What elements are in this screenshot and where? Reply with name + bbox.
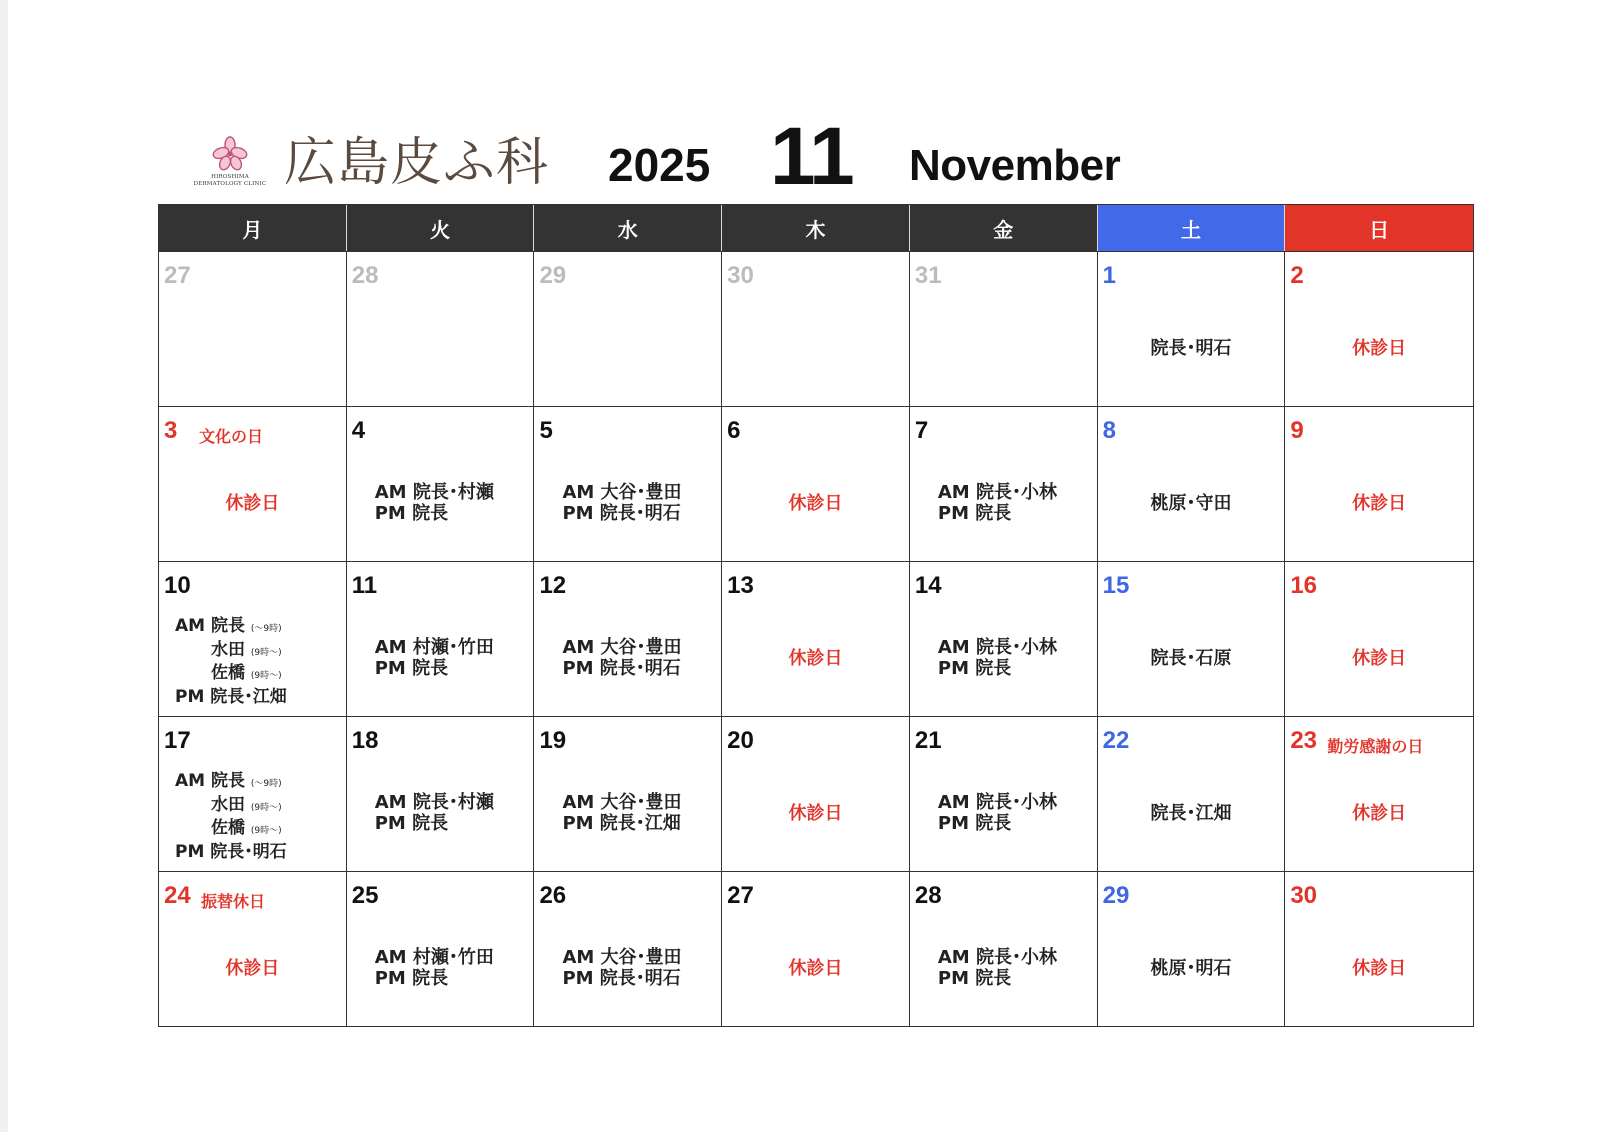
doctor-schedule: 院長･明石 xyxy=(1150,338,1232,359)
day-cell xyxy=(1285,562,1473,716)
am-schedule: AM 村瀬･竹田 xyxy=(374,947,494,968)
day-number: 30 xyxy=(727,262,754,289)
pm-schedule: PM 院長 xyxy=(937,968,1012,989)
pm-schedule: PM 院長 xyxy=(937,813,1012,834)
calendar-grid xyxy=(158,204,1474,1027)
day-cell xyxy=(1285,407,1473,561)
day-cell xyxy=(1098,252,1286,406)
day-cell xyxy=(722,872,910,1026)
weekday-thu: 木 xyxy=(722,205,910,251)
day-number: 7 xyxy=(914,417,929,444)
doctor-schedule xyxy=(375,792,494,834)
day-cell xyxy=(1098,407,1286,561)
am-schedule: AM 大谷･豊田 xyxy=(562,792,682,813)
pm-schedule: PM 院長 xyxy=(374,813,449,834)
am-schedule: AM 院長･小林 xyxy=(937,482,1057,503)
schedule-line xyxy=(175,842,287,863)
schedule-text: AM 院長 xyxy=(175,771,245,791)
day-number: 12 xyxy=(539,572,567,599)
doctor-schedule xyxy=(938,947,1057,989)
closed-label: 休診日 xyxy=(788,803,843,824)
closed-label: 休診日 xyxy=(225,493,280,514)
am-schedule: AM 院長･小林 xyxy=(937,637,1057,658)
day-number: 28 xyxy=(351,262,379,289)
day-cell xyxy=(347,562,535,716)
weekday-wed: 水 xyxy=(534,205,722,251)
calendar-month-name: November xyxy=(909,141,1121,190)
calendar-weeks xyxy=(159,251,1473,1026)
pm-schedule: PM 院長 xyxy=(937,658,1012,679)
day-cell xyxy=(910,872,1098,1026)
day-number: 20 xyxy=(727,727,754,754)
weekday-fri: 金 xyxy=(910,205,1098,251)
day-number: 1 xyxy=(1102,262,1116,289)
schedule-time-note: (〜9時) xyxy=(250,779,282,789)
schedule-time-note: (9時〜) xyxy=(250,802,282,813)
calendar-week-row xyxy=(159,561,1473,716)
flower-icon xyxy=(210,136,250,172)
day-cell xyxy=(347,252,535,406)
pm-schedule: PM 院長 xyxy=(374,658,449,679)
schedule-line xyxy=(175,640,287,664)
day-number: 31 xyxy=(914,262,942,289)
day-number: 3 xyxy=(164,417,178,444)
day-number: 13 xyxy=(727,572,754,599)
weekday-sun: 日 xyxy=(1285,205,1473,251)
day-number: 28 xyxy=(914,882,942,909)
calendar-year: 2025 xyxy=(608,139,711,191)
weekday-tue: 火 xyxy=(347,205,535,251)
am-schedule: AM 大谷･豊田 xyxy=(562,482,682,503)
day-cell xyxy=(159,252,347,406)
weekday-mon: 月 xyxy=(159,205,347,251)
day-number: 2 xyxy=(1290,262,1304,289)
day-cell xyxy=(534,407,722,561)
schedule-time-note: (9時〜) xyxy=(250,671,282,681)
day-cell xyxy=(534,872,722,1026)
doctor-schedule: 院長･江畑 xyxy=(1150,803,1232,824)
weekday-header xyxy=(159,205,1473,251)
day-cell xyxy=(722,252,910,406)
doctor-schedule: 桃原･守田 xyxy=(1150,493,1232,514)
am-schedule: AM 院長･小林 xyxy=(937,947,1057,968)
day-number: 19 xyxy=(539,727,567,754)
schedule-text: 佐橋 xyxy=(211,818,245,838)
schedule-text: PM 院長･江畑 xyxy=(175,686,287,707)
am-schedule: AM 大谷･豊田 xyxy=(562,637,682,658)
doctor-schedule xyxy=(562,482,681,524)
am-schedule: AM 村瀬･竹田 xyxy=(374,637,494,658)
day-number: 27 xyxy=(727,882,754,909)
closed-label: 休診日 xyxy=(788,493,843,514)
day-number: 8 xyxy=(1102,417,1116,444)
doctor-schedule: 院長･石原 xyxy=(1150,648,1232,669)
doctor-schedule xyxy=(938,637,1057,679)
clinic-logo xyxy=(184,136,276,192)
closed-label: 休診日 xyxy=(1352,648,1407,669)
day-number: 17 xyxy=(164,727,191,754)
day-number: 9 xyxy=(1290,417,1304,444)
day-cell xyxy=(159,562,347,716)
day-number: 5 xyxy=(539,417,553,444)
pm-schedule: PM 院長･明石 xyxy=(562,658,681,679)
day-number: 25 xyxy=(351,882,379,909)
pm-schedule: PM 院長･明石 xyxy=(562,503,681,524)
day-number: 26 xyxy=(539,882,567,909)
day-cell xyxy=(722,717,910,871)
day-cell xyxy=(910,562,1098,716)
day-number: 27 xyxy=(164,262,191,289)
doctor-schedule xyxy=(375,947,494,989)
day-cell xyxy=(347,872,535,1026)
holiday-name: 勤労感謝の日 xyxy=(1327,737,1424,756)
am-schedule: AM 院長･小林 xyxy=(937,792,1057,813)
closed-label: 休診日 xyxy=(225,958,280,979)
weekday-sat: 土 xyxy=(1098,205,1286,251)
day-number: 24 xyxy=(164,882,191,909)
day-cell xyxy=(1098,872,1286,1026)
pm-schedule: PM 院長 xyxy=(374,968,449,989)
pm-schedule: PM 院長 xyxy=(374,503,449,524)
day-number: 30 xyxy=(1290,882,1318,909)
day-cell xyxy=(159,407,347,561)
day-cell xyxy=(1285,872,1473,1026)
day-number: 14 xyxy=(914,572,942,599)
day-number: 11 xyxy=(351,572,378,599)
day-cell xyxy=(534,252,722,406)
closed-label: 休診日 xyxy=(1352,338,1407,359)
day-number: 22 xyxy=(1102,727,1130,754)
day-cell xyxy=(159,717,347,871)
day-cell xyxy=(1098,562,1286,716)
pm-schedule: PM 院長･明石 xyxy=(562,968,681,989)
pm-schedule: PM 院長 xyxy=(937,503,1012,524)
doctor-schedule xyxy=(938,792,1057,834)
doctor-schedule xyxy=(562,947,681,989)
day-cell xyxy=(722,562,910,716)
holiday-name: 文化の日 xyxy=(199,427,264,446)
day-cell xyxy=(347,717,535,871)
schedule-line xyxy=(175,771,287,795)
day-number: 29 xyxy=(1102,882,1130,909)
closed-label: 休診日 xyxy=(1352,803,1407,824)
day-number: 23 xyxy=(1290,727,1318,754)
logo-line-1: HIROSHIMA xyxy=(211,174,249,180)
day-cell xyxy=(534,562,722,716)
schedule-time-note: (9時〜) xyxy=(250,647,282,658)
schedule-line xyxy=(175,663,287,687)
day-cell xyxy=(534,717,722,871)
doctor-schedule xyxy=(375,482,494,524)
closed-label: 休診日 xyxy=(788,648,843,669)
schedule-line xyxy=(175,616,287,640)
day-cell xyxy=(910,407,1098,561)
page-edge xyxy=(0,0,8,1132)
closed-label: 休診日 xyxy=(1352,493,1407,514)
day-number: 29 xyxy=(539,262,567,289)
schedule-line xyxy=(175,687,287,708)
schedule-time-note: (9時〜) xyxy=(250,826,282,836)
day-number: 10 xyxy=(164,572,191,599)
schedule-time-note: (〜9時) xyxy=(250,624,282,634)
schedule-line xyxy=(175,795,287,819)
pm-schedule: PM 院長･江畑 xyxy=(562,813,681,834)
calendar-week-row xyxy=(159,251,1473,406)
calendar-week-row xyxy=(159,406,1473,561)
closed-label: 休診日 xyxy=(1352,958,1407,979)
doctor-schedule xyxy=(562,792,681,834)
doctor-schedule: 桃原･明石 xyxy=(1150,958,1232,979)
day-cell xyxy=(722,407,910,561)
day-number: 16 xyxy=(1290,572,1318,599)
day-cell xyxy=(159,872,347,1026)
doctor-schedule xyxy=(562,637,681,679)
am-schedule: AM 院長･村瀬 xyxy=(374,482,494,503)
calendar-week-row xyxy=(159,871,1473,1026)
am-schedule: AM 院長･村瀬 xyxy=(374,792,494,813)
doctor-schedule xyxy=(175,771,287,862)
day-number: 4 xyxy=(351,417,366,444)
schedule-text: PM 院長･明石 xyxy=(175,841,287,862)
day-cell xyxy=(1285,252,1473,406)
doctor-schedule xyxy=(938,482,1057,524)
day-cell xyxy=(910,717,1098,871)
day-number: 6 xyxy=(727,417,741,444)
logo-line-2: DERMATOLOGY CLINIC xyxy=(193,181,267,187)
doctor-schedule xyxy=(375,637,494,679)
schedule-text: 水田 xyxy=(211,639,245,660)
day-cell xyxy=(910,252,1098,406)
calendar-month-number: 11 xyxy=(770,111,853,202)
doctor-schedule xyxy=(175,616,287,707)
day-cell xyxy=(1098,717,1286,871)
schedule-text: 佐橋 xyxy=(211,663,245,683)
clinic-name: 広島皮ふ科 xyxy=(284,133,550,193)
schedule-text: AM 院長 xyxy=(175,616,245,636)
schedule-text: 水田 xyxy=(211,794,245,815)
am-schedule: AM 大谷･豊田 xyxy=(562,947,682,968)
day-cell xyxy=(347,407,535,561)
calendar-week-row xyxy=(159,716,1473,871)
day-number: 18 xyxy=(351,727,379,754)
day-number: 21 xyxy=(914,727,942,754)
holiday-name: 振替休日 xyxy=(201,892,266,911)
day-number: 15 xyxy=(1102,572,1130,599)
closed-label: 休診日 xyxy=(788,958,843,979)
schedule-line xyxy=(175,818,287,842)
day-cell xyxy=(1285,717,1473,871)
